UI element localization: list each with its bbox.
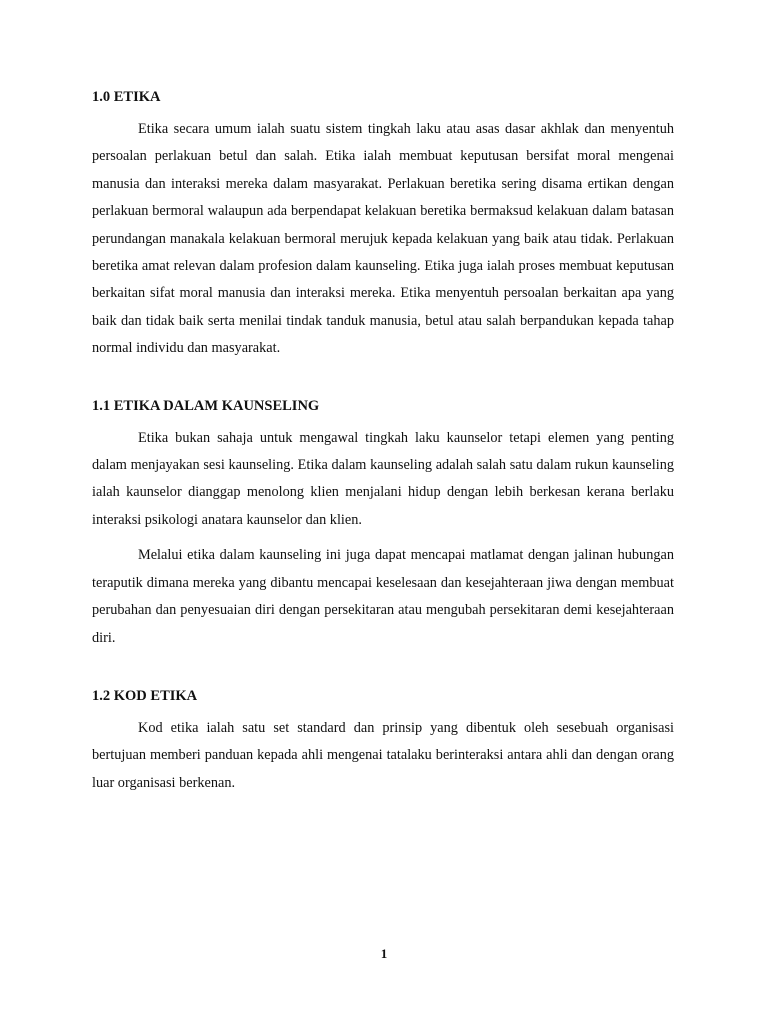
section-heading-etika: 1.0 ETIKA (92, 89, 161, 105)
document-page (92, 84, 674, 797)
paragraph-kaunseling-2: Melalui etika dalam kaunseling ini juga dapat mencapai matlamat dengan jalinan hubungan teraputik dimana mereka yang dibantu mencapai keselesaan dan kesejahteraan jiwa dengan membuat perubahan dan penyesuaian diri dengan persekitaran atau mengubah persekitaran demi kesejahteraan diri. (92, 547, 674, 646)
paragraph-kod-etika-1: Kod etika ialah satu set standard dan prinsip yang dibentuk oleh sesebuah organisasi bertujuan memberi panduan kepada ahli mengenai tatalaku berinteraksi antara ahli dan dengan orang luar organisasi berkenan. (92, 719, 674, 791)
paragraph-kaunseling-1: Etika bukan sahaja untuk mengawal tingkah laku kaunselor tetapi elemen yang penting dalam menjayakan sesi kaunseling. Etika dalam kaunseling adalah salah satu dalam rukun kaunseling ialah kaunselor dianggap menolong klien menjalani hidup dengan lebih berkesan kerana berlaku interaksi psikologi anatara kaunselor dan klien. (92, 429, 674, 528)
section-heading-kod-etika: 1.2 KOD ETIKA (92, 687, 198, 704)
page-number: 1 (380, 946, 388, 961)
paragraph-etika-1: Etika secara umum ialah suatu sistem tingkah laku atau asas dasar akhlak dan menyentuh persoalan perlakuan betul dan salah. Etika ialah membuat keputusan bersifat moral mengenai manusia dan interaksi mereka dalam masyarakat. Perlakuan beretika sering disama ertikan dengan perlakuan bermoral walaupun ada berpendapat kelakuan beretika bermaksud kelakuan dalam batasan perundangan manakala kelakuan bermoral merujuk kepada kelakuan yang baik atau tidak. Perlakuan beretika amat relevan dalam profesion dalam kaunseling. Etika juga ialah proses membuat keputusan berkaitan sifat moral manusia dan interaksi mereka. Etika menyentuh persoalan berkaitan apa yang baik dan tidak baik serta menilai tindak tanduk manusia, betul atau salah berpandukan kepada tahap normal individu dan masyarakat. (92, 121, 674, 357)
section-heading-etika-dalam-kaunseling: 1.1 ETIKA DALAM KAUNSELING (92, 397, 320, 414)
